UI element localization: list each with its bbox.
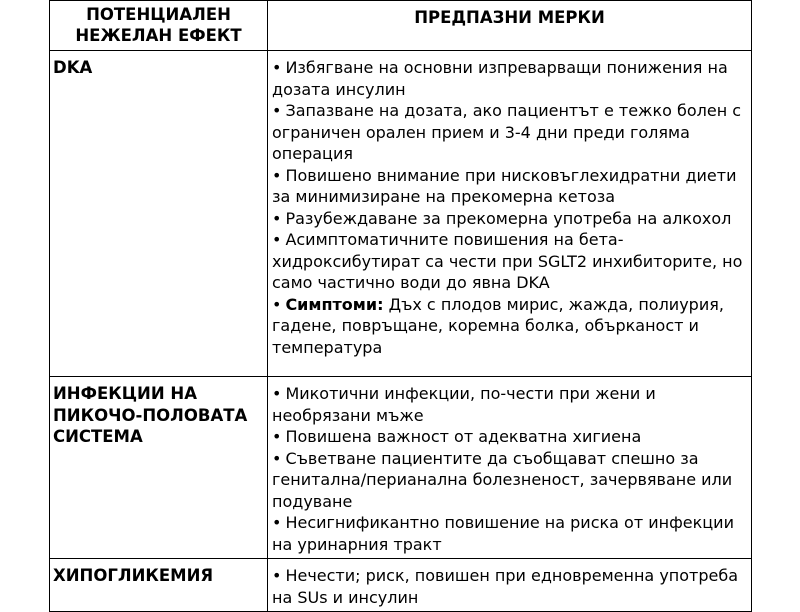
list-item: • Симптоми: Дъх с плодов мирис, жажда, полиурия, гадене, повръщане, коремна болка, обърканост и температура <box>272 294 724 357</box>
list-item: • Повишена важност от адекватна хигиена <box>272 427 642 446</box>
measures-cell <box>268 51 752 377</box>
bullet-icon: • <box>272 208 282 228</box>
effect-cell: DKA <box>50 51 268 377</box>
list-item: • Разубеждаване за прекомерна употреба на алкохол <box>272 208 732 228</box>
bullet-icon: • <box>272 427 282 446</box>
bullet-icon: • <box>272 448 282 468</box>
list-item: • Микотични инфекции, по-чести при жени и необрязани мъже <box>272 384 656 425</box>
list-item: • Асимптоматичните повишения на бета-хидроксибутират са чести при SGLT2 инхибиторите, но само частично води до явна DKA <box>272 230 743 292</box>
effect-cell: ХИПОГЛИКЕМИЯ <box>50 559 268 612</box>
bullet-icon: • <box>272 101 282 120</box>
bullet-icon: • <box>272 230 282 249</box>
bullet-icon: • <box>272 566 282 585</box>
measures-cell <box>268 377 752 559</box>
list-item: • Повишено внимание при нисковъглехидратни диети за минимизиране на прекомерна кетоза <box>272 165 737 206</box>
bullet-icon: • <box>272 513 282 532</box>
list-item: • Избягване на основни изпреварващи понижения на дозата инсулин <box>272 58 728 99</box>
bullet-icon: • <box>272 58 282 77</box>
table-row <box>50 377 752 559</box>
column-header-measures: ПРЕДПАЗНИ МЕРКИ <box>268 1 752 51</box>
table-header-row <box>50 1 752 51</box>
bullet-icon: • <box>272 384 282 403</box>
table-row <box>50 51 752 377</box>
column-header-effect <box>50 1 268 51</box>
measures-cell <box>268 559 752 612</box>
precautions-table <box>49 0 752 612</box>
bullet-icon: • <box>272 294 282 314</box>
table-row <box>50 559 752 612</box>
effect-cell: ИНФЕКЦИИ НА ПИКОЧО-ПОЛОВАТА СИСТЕМА <box>50 377 268 559</box>
list-item: • Запазване на дозата, ако пациентът е тежко болен с ограничен орален прием и 3-4 дни преди голяма операция <box>272 101 742 163</box>
symptoms-label: Симптоми: <box>285 294 384 314</box>
list-item: • Нечести; риск, повишен при едновременна употреба на SUs и инсулин <box>272 566 739 607</box>
list-item: • Несигнификантно повишение на риска от инфекции на уринарния тракт <box>272 513 734 554</box>
column-header-effect-line1: ПОТЕНЦИАЛЕН <box>86 5 231 24</box>
bullet-icon: • <box>272 165 282 185</box>
list-item: • Съветване пациентите да съобщават спешно за генитална/перианална болезненост, зачервяване или подуване <box>272 448 733 511</box>
column-header-effect-line2: НЕЖЕЛАН ЕФЕКТ <box>75 26 242 45</box>
